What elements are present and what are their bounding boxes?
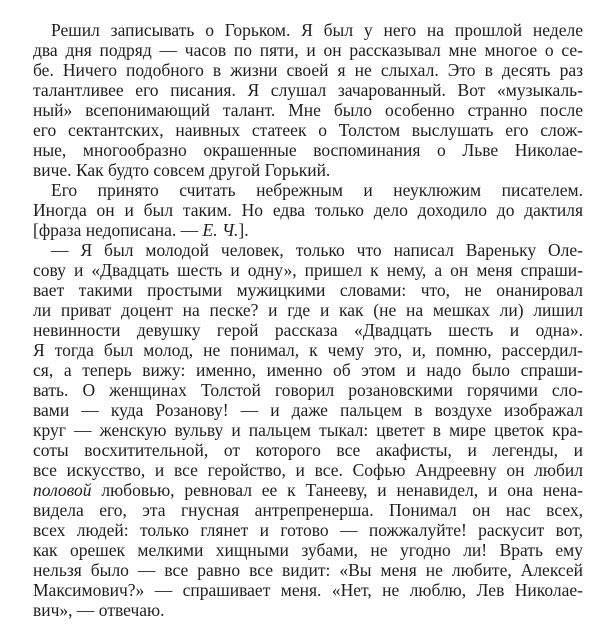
text-segment: вает такими простыми мужицкими словами: что, не онанировал (33, 280, 583, 300)
text-segment: Максимович?» — спрашивает меня. «Нет, не люблю, Лев Николае- (33, 580, 583, 600)
text-segment: вами — куда Розанову! — и даже пальцем в воздухе изображал (33, 400, 583, 420)
text-line (33, 240, 583, 260)
text-segment: вать. О женщинах Толстой говорил розановскими горячими сло- (33, 380, 583, 400)
text-line (33, 520, 583, 540)
paragraph (33, 20, 583, 180)
text-line (33, 600, 583, 620)
text-segment: его сектантских, наивных статеек о Толстом выслушать его слож- (33, 120, 583, 140)
text-line (33, 460, 583, 480)
text-segment: Иногда он и был таким. Но едва только дело доходило до дактиля (33, 200, 583, 220)
text-segment: нельзя было — все равно все видит: «Вы меня не любите, Алексей (33, 560, 583, 580)
text-line (33, 160, 583, 180)
italic-text-segment: Е. Ч. (202, 220, 239, 240)
text-line (33, 80, 583, 100)
text-segment: Решил записывать о Горьком. Я был у него на прошлой неделе (51, 20, 583, 40)
text-segment: Я тогда был молод, не понимал, к чему это, и, помню, рассердил- (33, 340, 583, 360)
text-segment: всех людей: только глянет и готово — пожжалуйте! раскусит вот, (33, 520, 583, 540)
text-block (33, 20, 583, 620)
text-segment: ли приват доцент на песке? и где и как (не на мешках ли) лишил (33, 300, 583, 320)
text-line (33, 20, 583, 40)
text-line (33, 100, 583, 120)
text-line (33, 400, 583, 420)
text-segment: талантливее его писания. Я слушал зачарованный. Вот «музыкаль- (33, 80, 583, 100)
text-segment: — Я был молодой человек, только что написал Вареньку Оле- (51, 240, 583, 260)
text-line (33, 480, 583, 500)
text-segment: ся, а теперь вижу: именно, именно об этом и надо было спраши- (33, 360, 583, 380)
text-segment: вич», — отвечаю. (33, 600, 165, 620)
text-line (33, 180, 583, 200)
text-line (33, 260, 583, 280)
text-segment: видела его, эта гнусная антрепренерша. Понимал он нас всех, (33, 500, 583, 520)
text-segment: любовью, ревновал ее к Танееву, и ненавидел, и она нена- (91, 480, 583, 500)
text-line (33, 120, 583, 140)
text-line (33, 380, 583, 400)
text-segment: бе. Ничего подобного в жизни своей я не слыхал. Это в десять раз (33, 60, 583, 80)
paragraph (33, 240, 583, 620)
text-segment: виче. Как будто совсем другой Горький. (33, 160, 331, 180)
text-segment: как орешек мелкими хищными зубами, не угодно ли! Врать ему (33, 540, 583, 560)
text-line (33, 540, 583, 560)
text-line (33, 320, 583, 340)
text-segment: два дня подряд — часов по пяти, и он рассказывал мне многое о се- (33, 40, 583, 60)
text-line (33, 420, 583, 440)
text-segment: все искусство, и все геройство, и все. Софью Андреевну он любил (33, 460, 583, 480)
text-line (33, 300, 583, 320)
text-line (33, 200, 583, 220)
text-segment: соты восхитительной, от которого все акафисты, и легенды, и (33, 440, 583, 460)
text-line (33, 280, 583, 300)
text-segment: ный» всепонимающий талант. Мне было особенно странно после (33, 100, 583, 120)
text-line (33, 340, 583, 360)
text-line (33, 140, 583, 160)
text-line (33, 40, 583, 60)
text-segment: невинности девушку герой рассказа «Двадцать шесть и одна». (33, 320, 583, 340)
text-line (33, 560, 583, 580)
text-line (33, 220, 583, 240)
text-segment: сову и «Двадцать шесть и одну», пришел к нему, а он меня спраши- (33, 260, 583, 280)
text-line (33, 360, 583, 380)
text-line (33, 580, 583, 600)
text-segment: [фраза недописана. — (33, 220, 203, 240)
text-segment: Его принято считать небрежным и неуклюжим писателем. (51, 180, 583, 200)
text-segment: ные, многообразно окрашенные воспоминания о Льве Николае- (33, 140, 583, 160)
text-line (33, 500, 583, 520)
italic-text-segment: половой (33, 480, 92, 500)
text-segment: ]. (238, 220, 249, 240)
paragraph (33, 180, 583, 240)
text-segment: круг — женскую вульву и пальцем тыкал: цветет в мире цветок кра- (33, 420, 583, 440)
text-line (33, 440, 583, 460)
text-line (33, 60, 583, 80)
